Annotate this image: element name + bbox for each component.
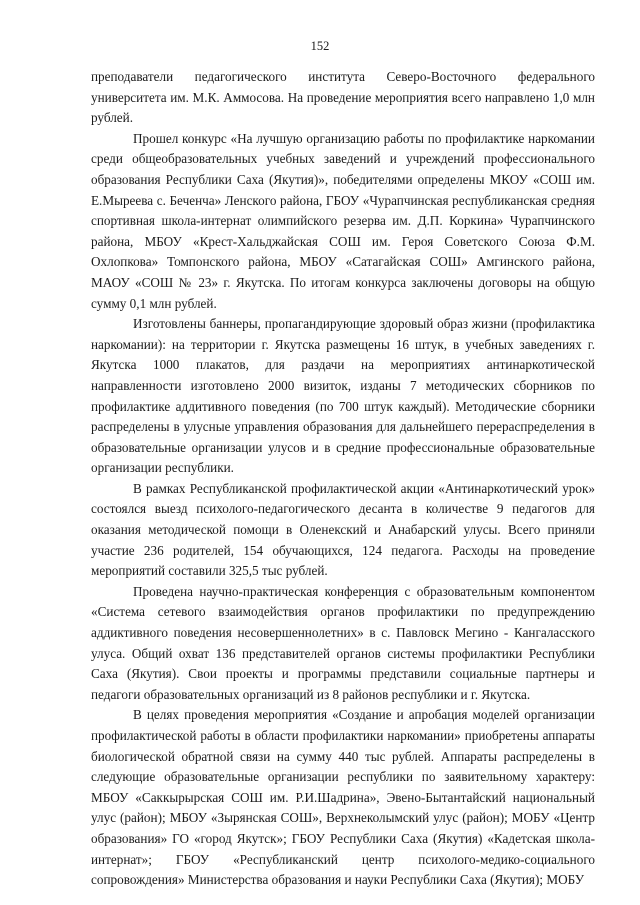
paragraph-5: Проведена научно-практическая конференция с образовательным компонентом «Система сетевого взаимодействия органов профилактики по предупреждению аддиктивного поведения несовершеннолетних» в с. Павловск Мегино - Кангаласского улуса. Общий охват 136 представителей органов системы профилактики Республики Саха (Якутия). Свои проекты и программы представили социальные партнеры и педагоги образовательных организаций из 8 районов республики и г. Якутска. [91, 583, 595, 702]
page-number: 152 [310, 39, 330, 53]
paragraph-3: Изготовлены баннеры, пропагандирующие здоровый образ жизни (профилактика наркомании): на территории г. Якутска размещены 16 штук, в учебных заведениях г. Якутска 1000 плакатов, для раздачи на мероприятиях антинаркотической направленности изготовлено 2000 визиток, изданы 7 методических сборников по профилактике аддитивного поведения (по 700 штук каждый). Методические сборники распределены в улусные управления образования для дальнейшего перераспределения в образовательные организации улусов и в средние профессиональные образовательные организации республики. [91, 316, 595, 476]
paragraph-2: Прошел конкурс «На лучшую организацию работы по профилактике наркомании среди общеобразовательных учебных заведений и учреждений профессионального образования Республики Саха (Якутия)», победителями определены МКОУ «СОШ им. Е.Мыреева с. Беченча» Ленского района, ГБОУ «Чурапчинская республиканская средняя спортивная школа-интернат олимпийского резерва им. Д.П. Коркина» Чурапчинского района, МБОУ «Крест-Хальджайская СОШ им. Героя Советского Союза Ф.М. Охлопкова» Томпонского района, МБОУ «Сатагайская СОШ» Амгинского района, МАОУ «СОШ № 23» г. Якутска. По итогам конкурса заключены договоры на общую сумму 0,1 млн рублей. [91, 130, 595, 311]
paragraph-4: В рамках Республиканской профилактической акции «Антинаркотический урок» состоялся выезд психолого-педагогического десанта в количестве 9 педагогов для оказания методической помощи в Оленекский и Анабарский улусы. Всего приняли участие 236 родителей, 154 обучающихся, 124 педагога. Расходы на проведение мероприятий составили 325,5 тыс рублей. [91, 480, 595, 579]
paragraph-1: преподаватели педагогического института Северо-Восточного федерального университета им. М.К. Аммосова. На проведение мероприятия всего направлено 1,0 млн рублей. [91, 69, 595, 126]
paragraph-6: В целях проведения мероприятия «Создание и апробация моделей организации профилактической работы в области профилактики наркомании» приобретены аппараты биологической обратной связи на сумму 440 тыс рублей. Аппараты распределены в следующие образовательные организации республики по заявительному характеру: МБОУ «Саккырырская СОШ им. Р.И.Шадрина», Эвено-Бытантайский национальный улус (район); МБОУ «Зырянская СОШ», Верхнеколымский улус (район); МОБУ «Центр образования» ГО «город Якутск»; ГБОУ Республики Саха (Якутия) «Кадетская школа-интернат»; ГБОУ «Республиканский центр психолого-медико-социального сопровождения» Министерства образования и науки Республики Саха (Якутия); МОБУ [91, 707, 595, 888]
body-text [91, 67, 595, 891]
